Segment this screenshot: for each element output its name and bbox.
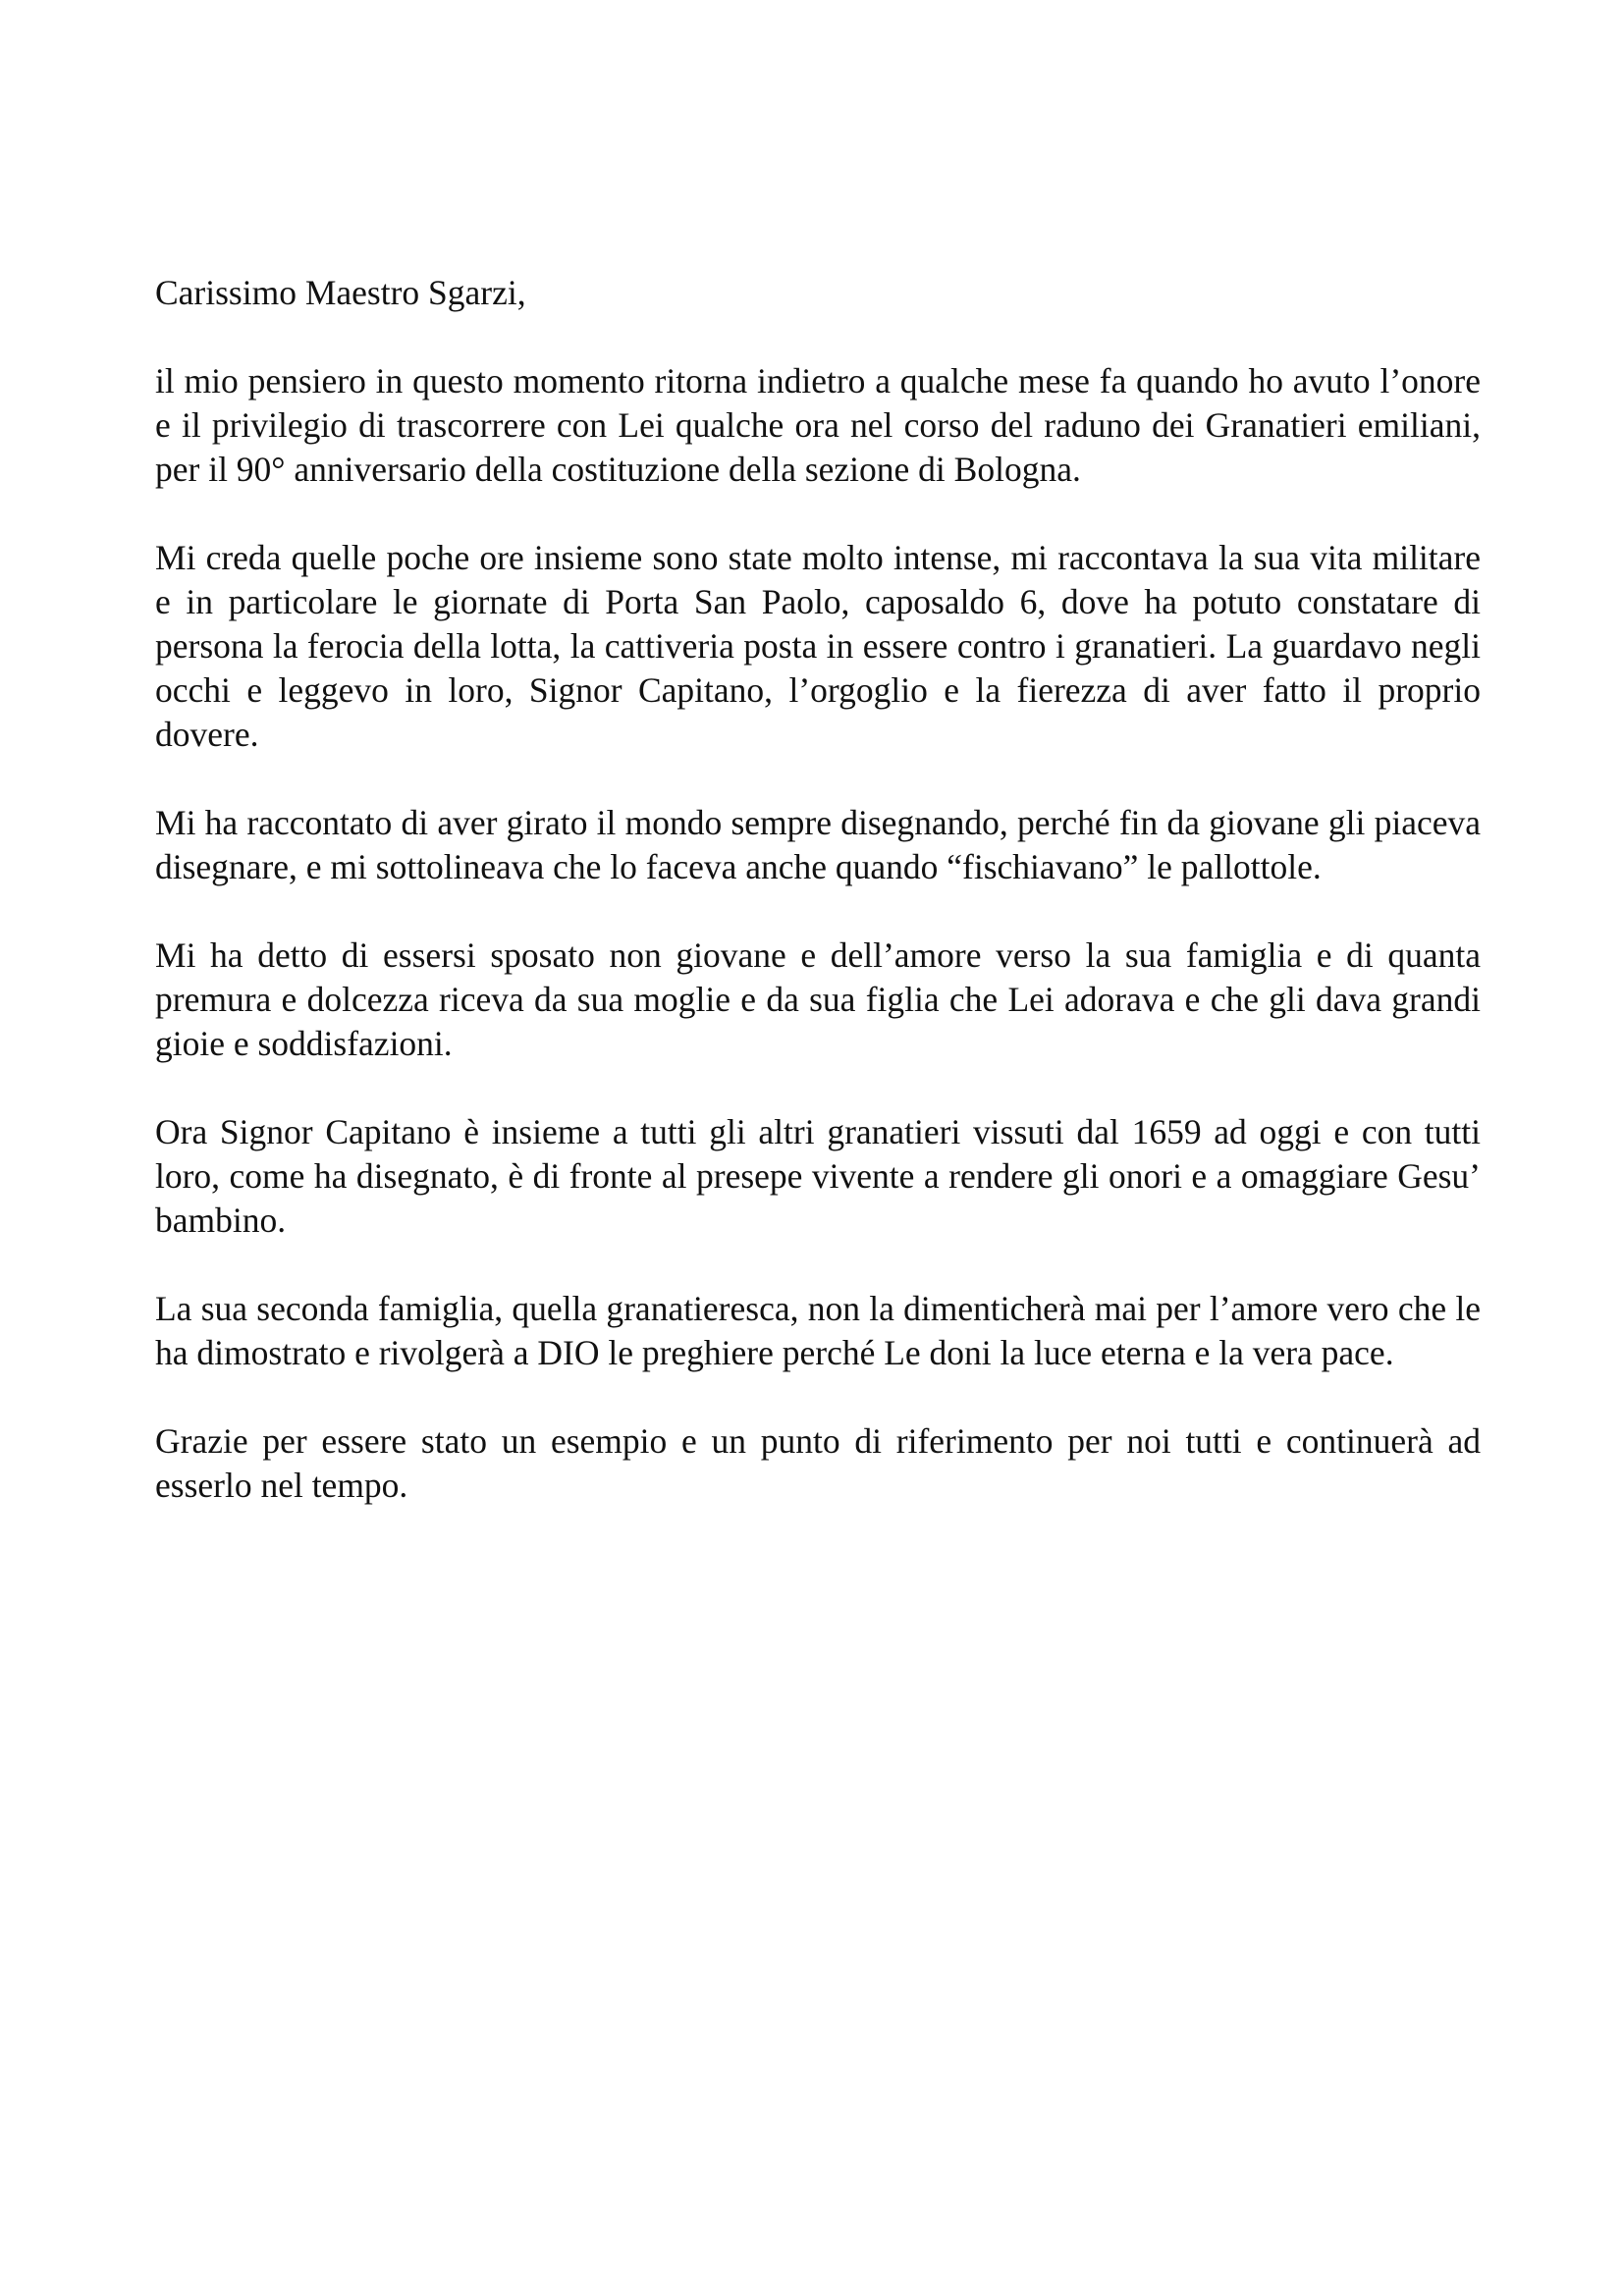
paragraph-6: La sua seconda famiglia, quella granatieresca, non la dimenticherà mai per l’amore vero che le ha dimostrato e rivolgerà a DIO le preghiere perché Le doni la luce eterna e la vera pace.: [155, 1289, 1481, 1372]
letter-body: [155, 271, 1481, 1508]
paragraph-4: Mi ha detto di essersi sposato non giovane e dell’amore verso la sua famiglia e di quanta premura e dolcezza riceva da sua moglie e da sua figlia che Lei adorava e che gli dava grandi gioie e soddisfazioni.: [155, 935, 1481, 1063]
paragraph-1: il mio pensiero in questo momento ritorna indietro a qualche mese fa quando ho avuto l’onore e il privilegio di trascorrere con Lei qualche ora nel corso del raduno dei Granatieri emiliani, per il 90° anniversario della costituzione della sezione di Bologna.: [155, 361, 1481, 489]
salutation: Carissimo Maestro Sgarzi,: [155, 273, 526, 312]
paragraph-5: Ora Signor Capitano è insieme a tutti gli altri granatieri vissuti dal 1659 ad oggi e con tutti loro, come ha disegnato, è di fronte al presepe vivente a rendere gli onori e a omaggiare Gesu’ bambino.: [155, 1112, 1481, 1240]
paragraph-3: Mi ha raccontato di aver girato il mondo sempre disegnando, perché fin da giovane gli piaceva disegnare, e mi sottolineava che lo faceva anche quando “fischiavano” le pallottole.: [155, 803, 1481, 886]
paragraph-7: Grazie per essere stato un esempio e un punto di riferimento per noi tutti e continuerà ad esserlo nel tempo.: [155, 1421, 1481, 1505]
paragraph-2: Mi creda quelle poche ore insieme sono state molto intense, mi raccontava la sua vita militare e in particolare le giornate di Porta San Paolo, caposaldo 6, dove ha potuto constatare di persona la ferocia della lotta, la cattiveria posta in essere contro i granatieri. La guardavo negli occhi e leggevo in loro, Signor Capitano, l’orgoglio e la fierezza di aver fatto il proprio dovere.: [155, 538, 1481, 754]
